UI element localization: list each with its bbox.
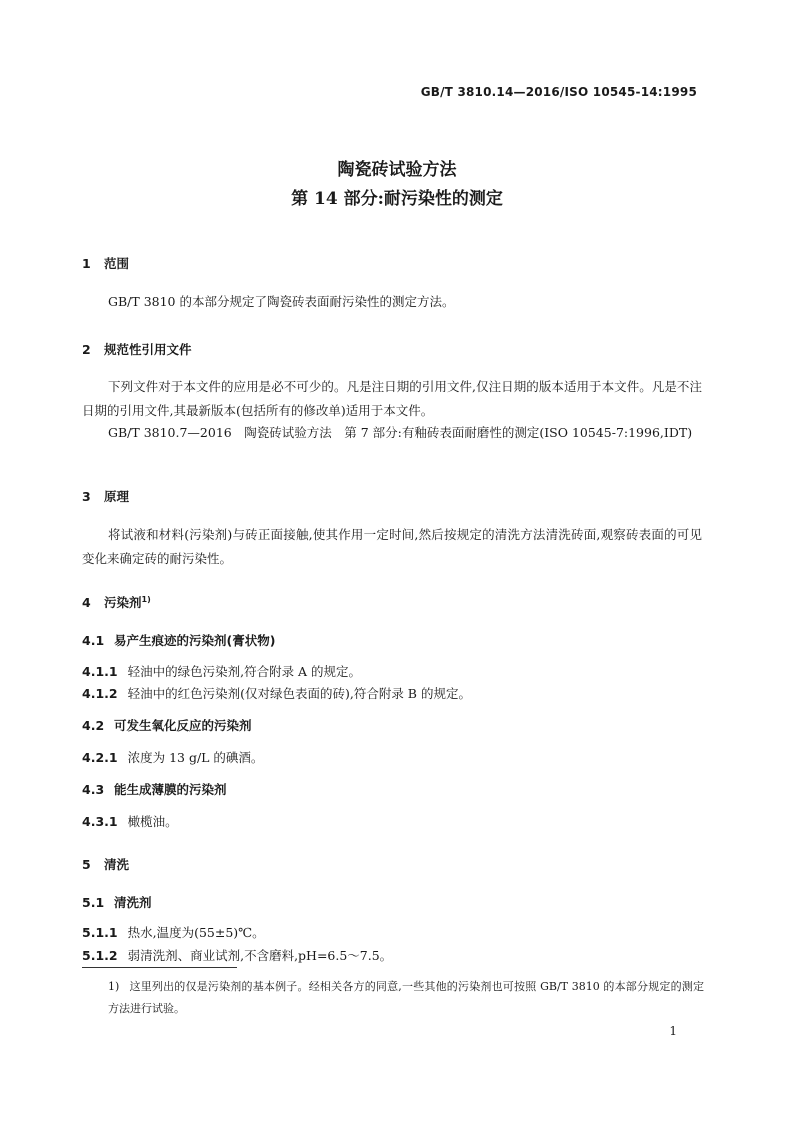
footnote-text: 这里列出的仅是污染剂的基本例子。经相关各方的同意,一些其他的污染剂也可按照 GB/T 3810 的本部分规定的测定方法进行试验。 — [108, 980, 704, 1015]
footnote-mark: 1) — [108, 980, 120, 993]
section-number: 4.1 — [82, 633, 105, 648]
section-title: 污染剂 — [104, 595, 142, 610]
section-number: 5.1 — [82, 895, 105, 910]
section-5-heading — [82, 855, 129, 873]
section-number: 4 — [82, 595, 91, 610]
section-1-text: GB/T 3810 的本部分规定了陶瓷砖表面耐污染性的测定方法。 — [108, 294, 455, 309]
section-title: 清洗剂 — [114, 895, 152, 910]
item-number: 4.3.1 — [82, 814, 118, 829]
item-text: 轻油中的红色污染剂(仅对绿色表面的砖),符合附录 B 的规定。 — [127, 686, 471, 701]
section-5-1-heading — [82, 893, 152, 911]
section-4-1-heading — [82, 631, 275, 649]
item-4-3-1 — [82, 812, 178, 830]
section-1-heading — [82, 254, 129, 272]
section-3-heading — [82, 487, 129, 505]
item-4-1-1 — [82, 662, 361, 680]
item-text: 浓度为 13 g/L 的碘酒。 — [127, 750, 264, 765]
section-title: 范围 — [104, 256, 130, 271]
section-title: 能生成薄膜的污染剂 — [114, 782, 227, 797]
document-title: 陶瓷砖试验方法 — [337, 160, 457, 180]
footnote-separator — [82, 967, 237, 968]
item-text: 热水,温度为(55±5)℃。 — [127, 925, 265, 940]
item-5-1-1 — [82, 923, 265, 941]
section-title: 易产生痕迹的污染剂(膏状物) — [114, 633, 276, 648]
section-2-text-2: GB/T 3810.7—2016 陶瓷砖试验方法 第 7 部分:有釉砖表面耐磨性的测定(ISO 10545-7:1996,IDT) — [108, 425, 693, 440]
item-text: 弱清洗剂、商业试剂,不含磨料,pH=6.5～7.5。 — [127, 948, 393, 963]
section-number: 4.3 — [82, 782, 105, 797]
item-number: 4.2.1 — [82, 750, 118, 765]
item-4-1-2 — [82, 684, 471, 702]
section-number: 2 — [82, 342, 91, 357]
section-title: 可发生氧化反应的污染剂 — [114, 718, 252, 733]
section-number: 1 — [82, 256, 91, 271]
item-number: 5.1.2 — [82, 948, 118, 963]
footnote — [108, 976, 704, 1020]
section-number: 5 — [82, 857, 91, 872]
section-number: 3 — [82, 489, 91, 504]
item-5-1-2 — [82, 946, 392, 964]
page-number: 1 — [669, 1024, 677, 1038]
section-4-3-heading — [82, 780, 227, 798]
section-3-text: 将试液和材料(污染剂)与砖正面接触,使其作用一定时间,然后按规定的清洗方法清洗砖面,观察砖表面的可见变化来确定砖的耐污染性。 — [82, 527, 702, 566]
item-number: 4.1.2 — [82, 686, 118, 701]
section-title: 规范性引用文件 — [104, 342, 192, 357]
section-2-text-1: 下列文件对于本文件的应用是必不可少的。凡是注日期的引用文件,仅注日期的版本适用于本文件。凡是不注日期的引用文件,其最新版本(包括所有的修改单)适用于本文件。 — [82, 379, 702, 418]
section-4-2-heading — [82, 716, 252, 734]
section-4-heading — [82, 593, 151, 611]
item-number: 5.1.1 — [82, 925, 118, 940]
item-text: 橄榄油。 — [127, 814, 178, 829]
item-text: 轻油中的绿色污染剂,符合附录 A 的规定。 — [127, 664, 362, 679]
standard-code: GB/T 3810.14—2016/ISO 10545-14:1995 — [420, 85, 697, 99]
section-title: 原理 — [104, 489, 130, 504]
section-2-heading — [82, 340, 192, 358]
item-4-2-1 — [82, 748, 263, 766]
footnote-reference: 1) — [141, 594, 151, 604]
section-number: 4.2 — [82, 718, 105, 733]
item-number: 4.1.1 — [82, 664, 118, 679]
document-subtitle: 第 14 部分:耐污染性的测定 — [291, 189, 503, 209]
section-title: 清洗 — [104, 857, 130, 872]
